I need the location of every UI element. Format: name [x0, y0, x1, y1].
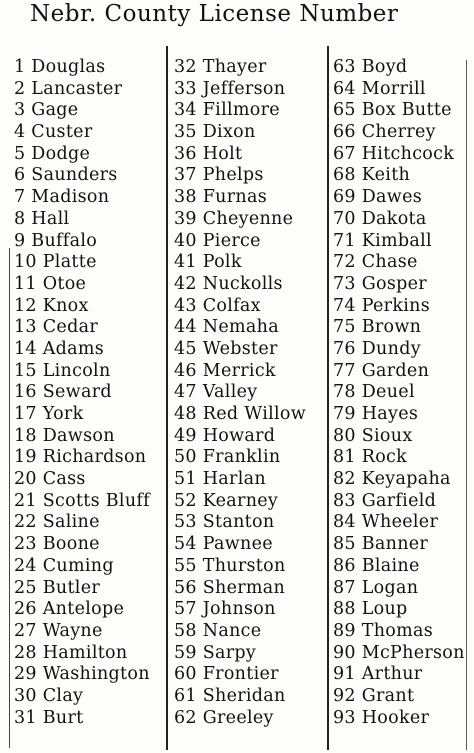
county-entry: 81 Rock — [333, 447, 408, 468]
county-entry: 4 Custer — [14, 122, 93, 143]
county-entry: 91 Arthur — [333, 664, 423, 685]
county-entry: 87 Logan — [333, 577, 419, 598]
county-entry: 16 Seward — [14, 382, 112, 403]
county-entry: 18 Dawson — [14, 425, 115, 446]
county-entry: 47 Valley — [174, 382, 258, 403]
county-entry: 29 Washington — [14, 664, 150, 685]
county-entry: 46 Merrick — [174, 360, 276, 381]
county-entry: 84 Wheeler — [333, 512, 439, 533]
county-entry: 61 Sheridan — [174, 685, 286, 706]
county-entry: 55 Thurston — [174, 555, 286, 576]
county-entry: 64 Morrill — [333, 78, 426, 99]
county-entry: 12 Knox — [14, 295, 89, 316]
county-entry: 78 Deuel — [333, 382, 415, 403]
county-entry: 85 Banner — [333, 534, 429, 555]
county-entry: 20 Cass — [14, 469, 86, 490]
county-entry: 45 Webster — [174, 338, 278, 359]
county-entry: 22 Saline — [14, 512, 100, 533]
county-entry: 52 Kearney — [174, 490, 279, 511]
county-entry: 6 Saunders — [14, 165, 118, 186]
county-entry: 69 Dawes — [333, 187, 423, 208]
county-entry: 38 Furnas — [174, 187, 267, 208]
county-entry: 34 Fillmore — [174, 100, 280, 121]
county-entry: 8 Hall — [14, 208, 70, 229]
county-entry: 80 Sioux — [333, 425, 413, 446]
county-entry: 3 Gage — [14, 100, 79, 121]
county-entry: 76 Dundy — [333, 338, 421, 359]
county-column-2 — [174, 57, 326, 729]
county-entry: 59 Sarpy — [174, 642, 257, 663]
county-entry: 72 Chase — [333, 252, 418, 273]
county-entry: 17 York — [14, 404, 84, 424]
county-entry: 68 Keith — [333, 165, 411, 186]
county-entry: 35 Dixon — [174, 122, 256, 143]
county-entry: 9 Buffalo — [14, 230, 98, 251]
county-entry: 7 Madison — [14, 187, 110, 208]
county-entry: 37 Phelps — [174, 165, 264, 186]
county-entry: 49 Howard — [174, 425, 276, 446]
page-title: Nebr. County License Number — [30, 1, 399, 27]
county-entry: 28 Hamilton — [14, 642, 128, 663]
county-column-1 — [14, 57, 166, 729]
county-entry: 89 Thomas — [333, 620, 434, 641]
county-entry: 48 Red Willow — [174, 404, 307, 424]
county-entry: 79 Hayes — [333, 404, 419, 424]
county-entry: 51 Harlan — [174, 469, 266, 490]
county-entry: 23 Boone — [14, 534, 100, 555]
county-entry: 24 Cuming — [14, 555, 114, 576]
county-entry: 71 Kimball — [333, 230, 432, 251]
county-entry: 33 Jefferson — [174, 78, 286, 99]
county-entry: 58 Nance — [174, 620, 262, 641]
county-entry: 62 Greeley — [174, 707, 274, 728]
county-entry: 30 Clay — [14, 685, 84, 706]
county-entry: 36 Holt — [174, 143, 243, 164]
county-entry: 26 Antelope — [14, 599, 125, 620]
county-entry: 86 Blaine — [333, 555, 420, 576]
county-entry: 93 Hooker — [333, 707, 430, 728]
county-entry: 41 Polk — [174, 252, 242, 273]
county-entry: 63 Boyd — [333, 57, 408, 77]
county-column-3 — [333, 57, 473, 729]
county-entry: 42 Nuckolls — [174, 273, 283, 294]
county-entry: 82 Keyapaha — [333, 469, 451, 490]
county-entry: 53 Stanton — [174, 512, 275, 533]
county-entry: 70 Dakota — [333, 208, 427, 229]
county-entry: 15 Lincoln — [14, 360, 111, 381]
county-entry: 31 Burt — [14, 707, 84, 728]
left-edge-line — [9, 248, 10, 748]
county-entry: 90 McPherson — [333, 642, 465, 663]
county-entry: 14 Adams — [14, 338, 105, 359]
county-entry: 54 Pawnee — [174, 534, 273, 555]
county-entry: 88 Loup — [333, 599, 408, 620]
county-entry: 73 Gosper — [333, 273, 427, 294]
county-entry: 27 Wayne — [14, 620, 103, 641]
county-entry: 10 Platte — [14, 252, 97, 273]
county-entry: 56 Sherman — [174, 577, 286, 598]
county-entry: 13 Cedar — [14, 317, 98, 338]
county-entry: 60 Frontier — [174, 664, 279, 685]
county-entry: 43 Colfax — [174, 295, 261, 316]
county-entry: 74 Perkins — [333, 295, 430, 316]
county-entry: 65 Box Butte — [333, 100, 452, 121]
county-entry: 50 Franklin — [174, 447, 281, 468]
county-entry: 25 Butler — [14, 577, 101, 598]
county-entry: 5 Dodge — [14, 143, 91, 164]
county-entry: 11 Otoe — [14, 273, 87, 294]
county-entry: 92 Grant — [333, 685, 415, 706]
county-entry: 77 Garden — [333, 360, 430, 381]
county-entry: 32 Thayer — [174, 57, 267, 77]
column-divider-1 — [166, 46, 168, 750]
county-entry: 1 Douglas — [14, 57, 106, 77]
county-entry: 44 Nemaha — [174, 317, 279, 338]
county-entry: 39 Cheyenne — [174, 208, 294, 229]
column-divider-2 — [327, 46, 329, 750]
county-entry: 57 Johnson — [174, 599, 276, 620]
county-entry: 75 Brown — [333, 317, 422, 338]
county-entry: 19 Richardson — [14, 447, 147, 468]
county-entry: 67 Hitchcock — [333, 143, 455, 164]
county-entry: 66 Cherrey — [333, 122, 436, 143]
county-entry: 40 Pierce — [174, 230, 261, 251]
county-entry: 83 Garfield — [333, 490, 437, 511]
county-entry: 21 Scotts Bluff — [14, 490, 150, 511]
county-entry: 2 Lancaster — [14, 78, 123, 99]
